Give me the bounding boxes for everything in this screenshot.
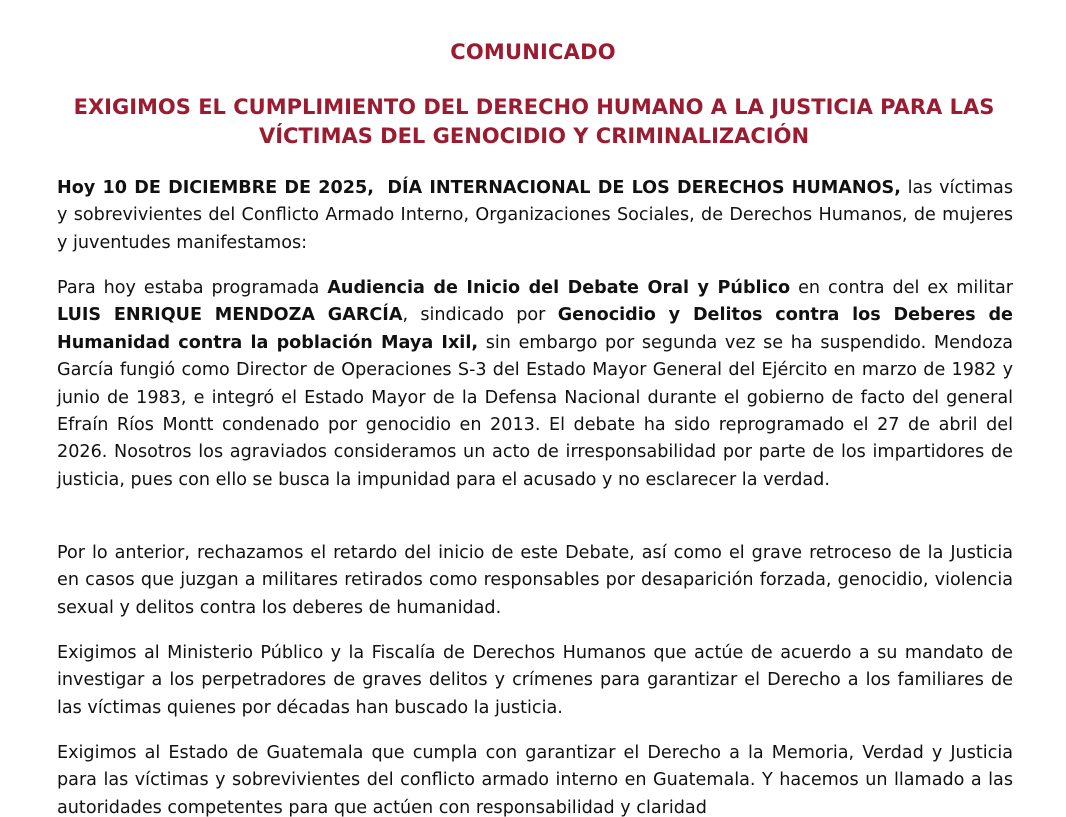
hearing-text-4: sin embargo por segunda vez se ha suspendido. Mendoza García fungió como Director de Operaciones S-3 del Estado Mayor General del Ejército en marzo de 1982 y junio de 1983, e integró el Estado Mayor de la Defensa Nacional durante el gobierno de facto del general Efraín Ríos Montt condenado por genocidio en 2013. El debate ha sido reprogramado el 27 de abril del 2026. Nosotros los agraviados consideramos un acto de irresponsabilidad por parte de los impartidores de justicia, pues con ello se busca la impunidad para el acusado y no esclarecer la verdad. — [57, 332, 1013, 490]
headline-line-1: EXIGIMOS EL CUMPLIMIENTO DEL DERECHO HUMANO A LA JUSTICIA PARA LAS — [73, 95, 995, 119]
hearing-text-3: , sindicado por — [402, 305, 558, 326]
headline-line-2: VÍCTIMAS DEL GENOCIDIO Y CRIMINALIZACIÓN — [258, 124, 810, 148]
paragraph-demand-state: Exigimos al Estado de Guatemala que cumpla con garantizar el Derecho a la Memoria, Verdad y Justicia para las víctimas y sobrevivientes del conflicto armado interno en Guatemala. Y hacemos un llamado a las autoridades competentes para que actúen con responsabilidad y claridad — [57, 743, 1013, 817]
document-title: COMUNICADO — [450, 40, 616, 64]
intro-day-name: DÍA INTERNACIONAL DE LOS DERECHOS HUMANOS, — [387, 178, 901, 198]
paragraph-demand-ministry: Exigimos al Ministerio Público y la Fiscalía de Derechos Humanos que actúe de acuerdo a su mandato de investigar a los perpetradores de graves delitos y crímenes para garantizar el Derecho a los familiares de las víctimas quienes por décadas han buscado la justicia. — [57, 643, 1013, 718]
paragraph-intro — [57, 175, 1013, 257]
paragraph-hearing — [57, 275, 1013, 494]
intro-date: Hoy 10 DE DICIEMBRE DE 2025, — [57, 178, 374, 198]
hearing-text-2: en contra del ex militar — [790, 278, 1014, 298]
document-headline — [55, 93, 1013, 151]
hearing-text-1: Para hoy estaba programada — [57, 278, 328, 298]
accused-name: LUIS ENRIQUE MENDOZA GARCÍA — [57, 305, 403, 326]
paragraph-rejection: Por lo anterior, rechazamos el retardo del inicio de este Debate, así como el grave retroceso de la Justicia en casos que juzgan a militares retirados como responsables por desaparición forzada, genocidio, violencia sexual y delitos contra los deberes de humanidad. — [57, 543, 1013, 618]
hearing-bold-1: Audiencia de Inicio del Debate Oral y Público — [327, 278, 791, 298]
intro-text: las víctimas y sobrevivientes del Conflicto Armado Interno, Organizaciones Sociales, de Derechos Humanos, de mujeres y juventudes manifestamos: — [57, 178, 1013, 253]
charges: Genocidio y Delitos contra los Deberes de Humanidad contra la población Maya Ixil, — [57, 305, 1013, 353]
